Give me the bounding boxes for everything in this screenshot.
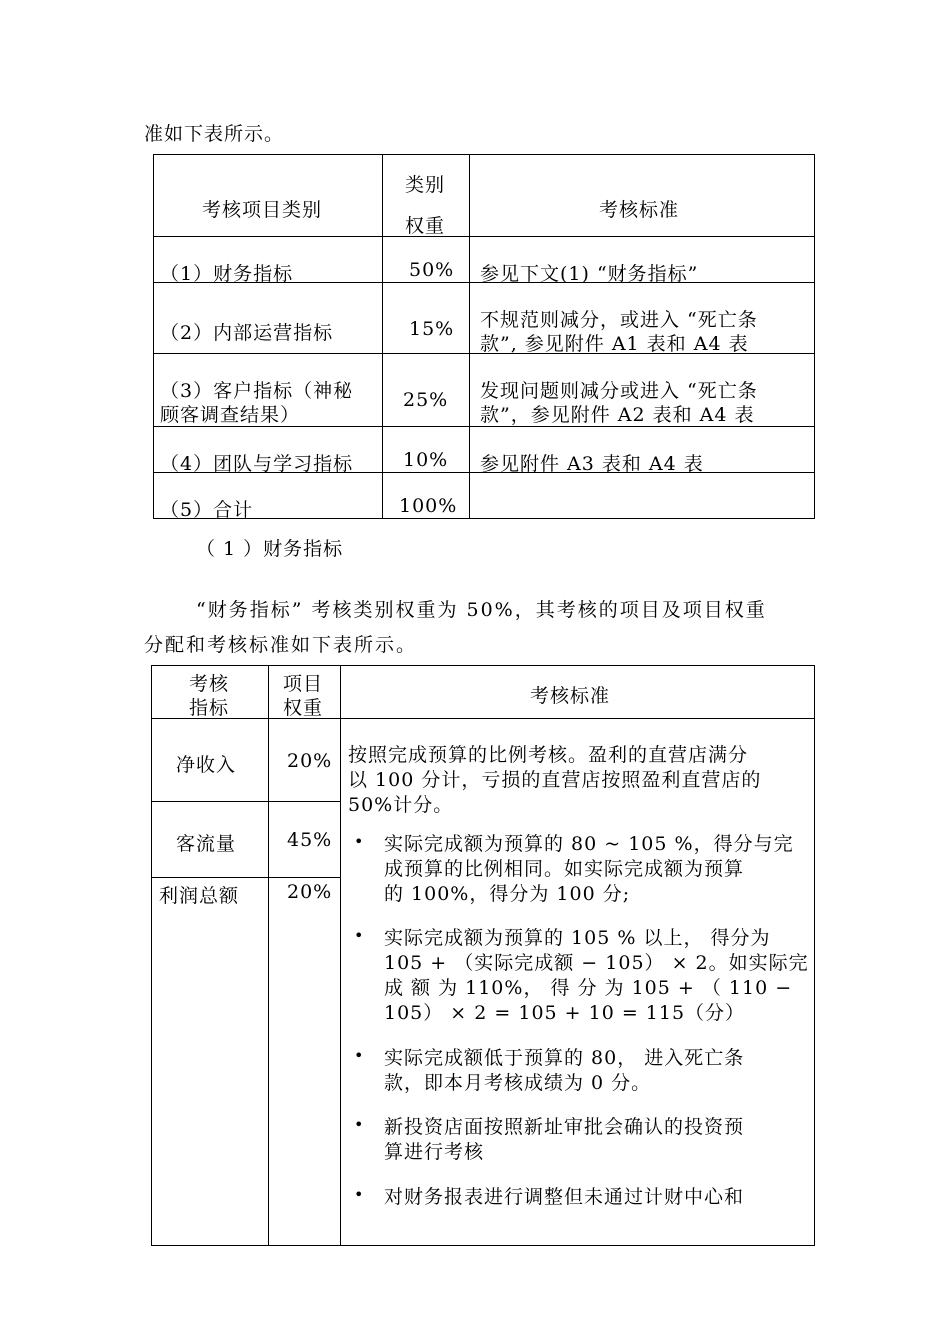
category-label: （4）团队与学习指标 (160, 453, 354, 475)
bullet-icon: • (354, 832, 364, 851)
category-label: （1）财务指标 (160, 263, 294, 285)
bullet-line: 对财务报表进行调整但未通过计财中心和 (384, 1186, 745, 1208)
table2-header-weight: 权重 (283, 697, 324, 719)
table-row (154, 427, 815, 473)
bullet-icon: • (354, 1185, 364, 1204)
intro-line: 准如下表所示。 (144, 123, 285, 145)
table2-header-row (152, 666, 815, 719)
standard-intro-line: 以 100 分计，亏损的直营店按照盈利直营店的 (348, 769, 762, 791)
standard-text: 参见下文(1) “财务指标” (480, 263, 699, 285)
weight-value: 45% (287, 829, 333, 851)
section-heading: （ 1 ）财务指标 (196, 538, 344, 560)
category-label: （3）客户指标（神秘 (160, 380, 354, 402)
bullet-icon: • (354, 1115, 364, 1134)
category-label: （5）合计 (160, 499, 254, 521)
bullet-icon: • (354, 1046, 364, 1065)
weight-value: 10% (403, 449, 449, 471)
weight-value: 20% (287, 881, 333, 903)
standard-text: 不规范则减分，或进入 “死亡条 (480, 309, 758, 331)
table1-header-category: 考核项目类别 (154, 155, 383, 237)
indicator-label: 利润总额 (159, 885, 240, 907)
category-label: （2）内部运营指标 (160, 322, 334, 344)
bullet-line: 成预算的比例相同。如实际完成额为预算 (384, 858, 745, 880)
bullet-line: 的 100%，得分为 100 分; (384, 883, 631, 905)
weight-value: 20% (287, 750, 333, 772)
weight-value: 25% (403, 389, 449, 411)
indicator-label: 客流量 (176, 833, 237, 855)
category-label: 顾客调查结果） (160, 404, 301, 426)
bullet-line: 实际完成额为预算的 105 % 以上， 得分为 (384, 927, 771, 949)
table-row (154, 237, 815, 283)
paragraph-line: 分配和考核标准如下表所示。 (144, 634, 418, 656)
table2-header-indicator: 考核 (189, 673, 230, 695)
table-row (152, 719, 815, 802)
standard-cell (341, 719, 815, 1246)
standard-intro-line: 50%计分。 (348, 794, 454, 816)
bullet-line: 成 额 为 110%， 得 分 为 105 + （ 110 − (384, 977, 793, 999)
bullet-icon: • (354, 926, 364, 945)
standard-text: 发现问题则减分或进入 “死亡条 (480, 380, 758, 402)
bullet-line: 新投资店面按照新址审批会确认的投资预 (384, 1116, 745, 1138)
table-row (154, 283, 815, 354)
weight-value: 100% (399, 495, 458, 517)
standard-intro-line: 按照完成预算的比例考核。盈利的直营店满分 (348, 744, 749, 766)
standard-text: 参见附件 A3 表和 A4 表 (480, 453, 704, 475)
table-row (154, 473, 815, 519)
table-row (154, 354, 815, 427)
bullet-line: 105） × 2 = 105 + 10 = 115（分） (384, 1002, 746, 1024)
financial-indicator-table (151, 665, 815, 1246)
weight-value: 15% (409, 318, 455, 340)
bullet-line: 实际完成额为预算的 80 ~ 105 %，得分与完 (384, 833, 794, 855)
category-weight-table (153, 154, 815, 519)
bullet-line: 实际完成额低于预算的 80， 进入死亡条 (384, 1047, 745, 1069)
table2-header-indicator: 指标 (189, 697, 230, 719)
table2-header-weight: 项目 (283, 673, 324, 695)
paragraph-line: “财务指标” 考核类别权重为 50%，其考核的项目及项目权重 (196, 599, 767, 621)
bullet-line: 105 + （实际完成额 − 105） × 2。如实际完 (384, 952, 809, 974)
table1-header-standard: 考核标准 (470, 155, 815, 237)
standard-text: 款”, 参见附件 A1 表和 A4 表 (480, 333, 749, 355)
indicator-label: 净收入 (176, 754, 237, 776)
table2-header-standard: 考核标准 (530, 685, 611, 707)
table1-header-row (154, 155, 815, 237)
bullet-line: 款，即本月考核成绩为 0 分。 (384, 1072, 652, 1094)
standard-text: 款”，参见附件 A2 表和 A4 表 (480, 404, 755, 426)
bullet-line: 算进行考核 (384, 1141, 485, 1163)
weight-value: 50% (409, 259, 455, 281)
table1-header-weight: 类别 权重 (383, 155, 470, 237)
